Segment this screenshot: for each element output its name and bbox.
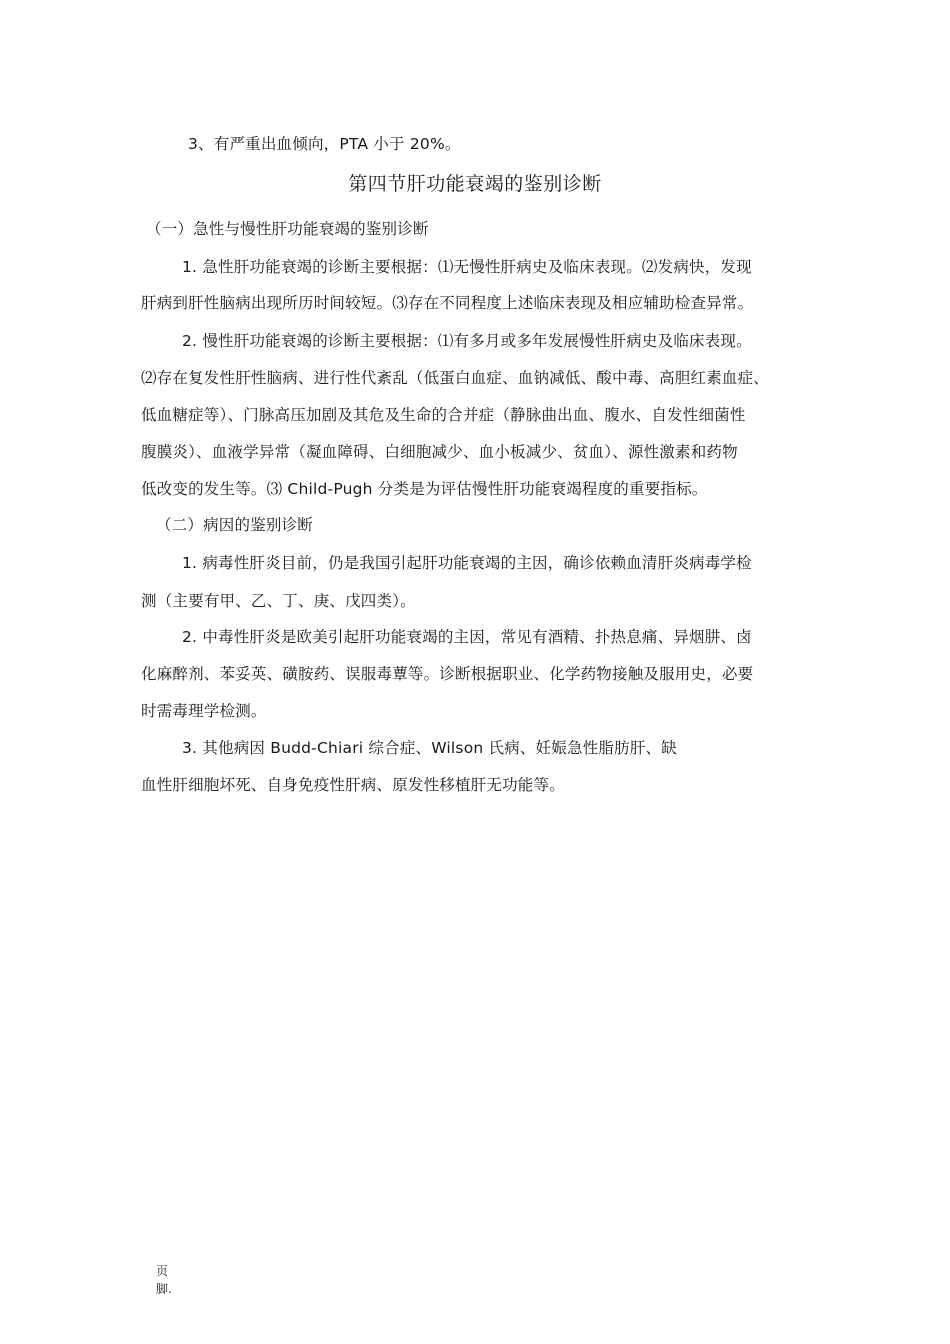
paragraph-line: 化麻醉剂、苯妥英、磺胺药、误服毒蕈等。诊断根据职业、化学药物接触及服用史，必要 xyxy=(141,665,754,683)
intro-line: 3、有严重出血倾向，PTA 小于 20%。 xyxy=(188,135,461,153)
paragraph-line: 2. 慢性肝功能衰竭的诊断主要根据：⑴有多月或多年发展慢性肝病史及临床表现。 xyxy=(182,332,752,350)
section-title: 第四节肝功能衰竭的鉴别诊断 xyxy=(348,173,602,195)
paragraph-line: 1. 急性肝功能衰竭的诊断主要根据：⑴无慢性肝病史及临床表现。⑵发病快，发现 xyxy=(182,258,752,276)
paragraph-line: 低血糖症等）、门脉高压加剧及其危及生命的合并症（静脉曲出血、腹水、自发性细菌性 xyxy=(141,406,746,424)
paragraph-line: 低改变的发生等。⑶ Child-Pugh 分类是为评估慢性肝功能衰竭程度的重要指标。 xyxy=(141,480,708,498)
paragraph-line: 1. 病毒性肝炎目前，仍是我国引起肝功能衰竭的主因，确诊依赖血清肝炎病毒学检 xyxy=(182,554,752,572)
paragraph-line: 3. 其他病因 Budd-Chiari 综合症、Wilson 氏病、妊娠急性脂肪肝、缺 xyxy=(182,739,677,757)
paragraph-line: 肝病到肝性脑病出现所历时间较短。⑶存在不同程度上述临床表现及相应辅助检查异常。 xyxy=(141,294,754,312)
paragraph-line: 测（主要有甲、乙、丁、庚、戊四类）。 xyxy=(141,592,416,610)
page-footer-line-2: 脚. xyxy=(156,1282,172,1296)
paragraph-line: 腹膜炎）、血液学异常（凝血障碍、白细胞减少、血小板减少、贫血）、源性激素和药物 xyxy=(141,443,738,461)
subheading-etiology: （二）病因的鉴别诊断 xyxy=(156,516,314,534)
paragraph-line: 2. 中毒性肝炎是欧美引起肝功能衰竭的主因，常见有酒精、扑热息痛、异烟肼、卤 xyxy=(182,628,752,646)
page-footer-line-1: 页 xyxy=(156,1264,169,1278)
paragraph-line: 血性肝细胞坏死、自身免疫性肝病、原发性移植肝无功能等。 xyxy=(141,776,565,794)
paragraph-line: ⑵存在复发性肝性脑病、进行性代紊乱（低蛋白血症、血钠减低、酸中毒、高胆红素血症、 xyxy=(141,369,770,387)
paragraph-line: 时需毒理学检测。 xyxy=(141,702,267,720)
subheading-acute-chronic: （一）急性与慢性肝功能衰竭的鉴别诊断 xyxy=(146,220,429,238)
